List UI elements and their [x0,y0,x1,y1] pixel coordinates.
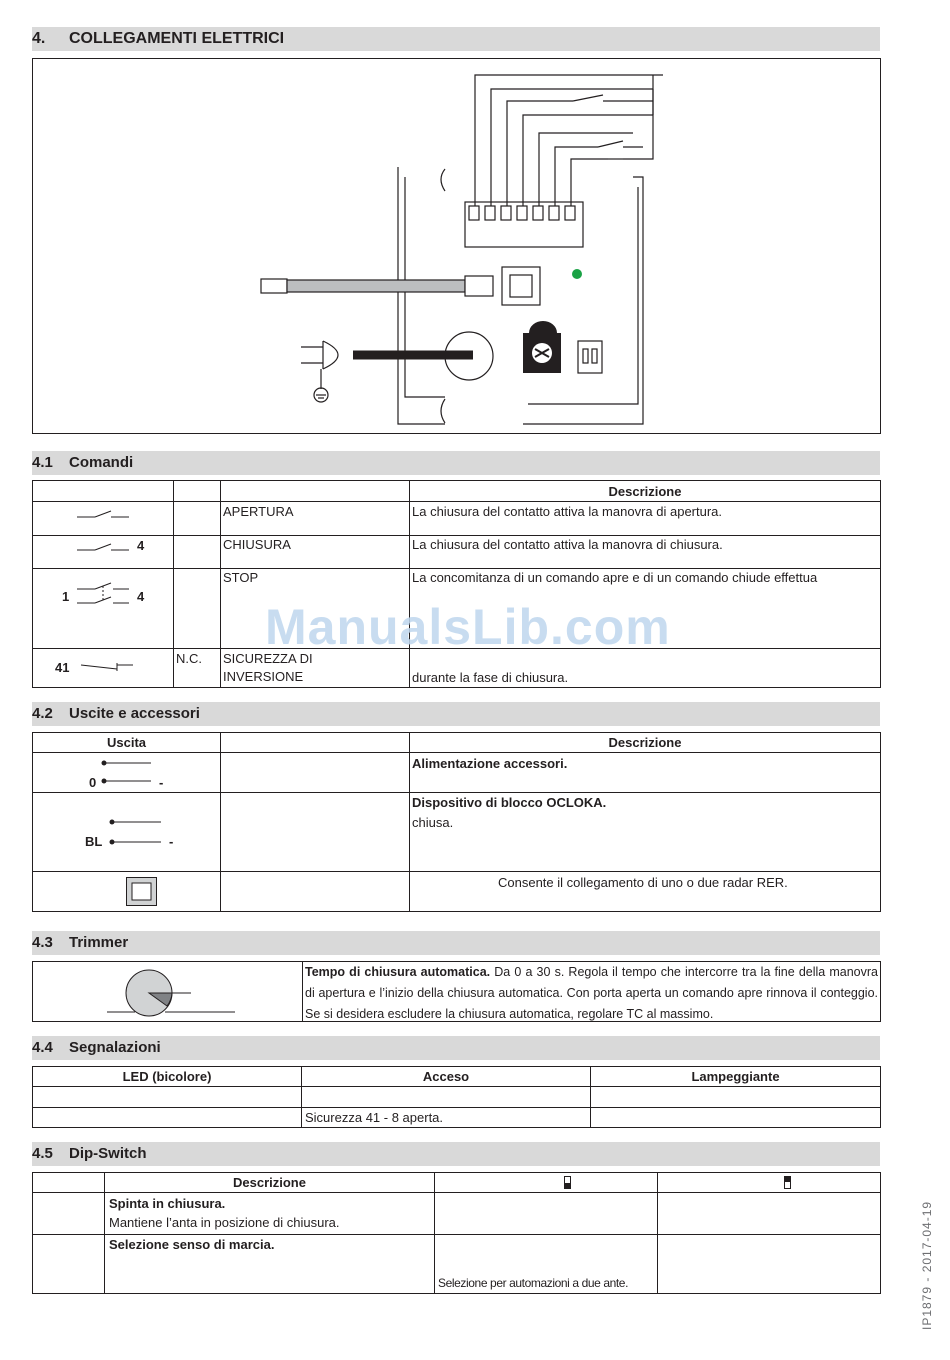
uscite-descr-ocloka-text: chiusa. [412,815,454,830]
uscite-terminal-0: 0 [89,775,97,790]
dipswitch-row1-text: Mantiene l’anta in posizione di chiusura. [109,1215,340,1230]
dipswitch-header [32,1142,880,1166]
comandi-descr-chiusura: La chiusura del contatto attiva la manovra di chiusura. [412,537,723,552]
uscite-uscita-header: Uscita [106,735,147,750]
dip-on-icon [784,1176,792,1190]
output-terminal-symbol [101,758,161,788]
comandi-name-chiusura: CHIUSURA [223,537,291,552]
comandi-name-stop: STOP [223,570,259,585]
uscite-title: Uscite e accessori [69,705,200,722]
comandi-terminal-4: 4 [137,538,145,553]
uscite-number: 4.2 [32,705,53,722]
uscite-descr-radar: Consente il collegamento di uno o due radar RER. [498,875,788,890]
dip-off-icon [564,1176,572,1190]
comandi-name-sicurezza-1: SICUREZZA DI [223,651,313,666]
trimmer-text: Da 0 a 30 s. Regola il tempo che intercorre tra la fine della manovra di apertura e l’inizio della chiusura automatica. Con porta aperta un comando apre rinnova il conteggio. Se si desidera escludere la chiusura automatica, regolare TC al massimo. [305,965,878,1021]
uscite-terminal-bl: BL [85,834,103,849]
segnalazioni-title: Segnalazioni [69,1039,161,1056]
stop-contacts-symbol [77,581,137,611]
comandi-type-nc: N.C. [176,651,202,666]
comandi-descr-stop: La concomitanza di un comando apre e di un comando chiude effettua [412,570,818,585]
rj-connector-icon [126,877,158,907]
uscite-descr-header: Descrizione [608,735,682,750]
section-title: COLLEGAMENTI ELETTRICI [69,30,285,47]
output-terminal-symbol [109,817,169,847]
wiring-diagram [33,59,882,435]
comandi-terminal-1: 1 [62,589,70,604]
segnalazioni-led-header: LED (bicolore) [122,1069,212,1084]
comandi-title: Comandi [69,454,134,471]
trimmer-label: Tempo di chiusura automatica. [305,965,491,979]
trimmer-icon [107,968,247,1018]
comandi-descr-apertura: La chiusura del contatto attiva la manovra di apertura. [412,504,723,519]
uscite-minus-0: - [159,775,164,790]
comandi-descr-sicurezza: durante la fase di chiusura. [412,670,569,685]
watermark: ManualsLib.com [265,599,671,655]
uscite-header [32,702,880,726]
comandi-name-sicurezza-2: INVERSIONE [223,669,304,684]
dipswitch-table [32,1172,881,1294]
trimmer-title: Trimmer [69,934,129,951]
comandi-descr-header: Descrizione [608,484,682,499]
uscite-descr-ocloka: Dispositivo di blocco OCLOKA. [412,795,607,810]
dipswitch-descr-header: Descrizione [233,1175,306,1190]
comandi-header [32,451,880,475]
segnalazioni-acceso-row2: Sicurezza 41 - 8 aperta. [305,1110,444,1125]
contact-nc-symbol [81,659,141,673]
section-header [32,27,880,51]
comandi-number: 4.1 [32,454,53,471]
segnalazioni-table [32,1066,881,1128]
uscite-descr-alimentazione: Alimentazione accessori. [412,756,568,771]
segnalazioni-number: 4.4 [32,1039,53,1056]
wiring-diagram-frame [32,58,881,434]
segnalazioni-lampeggiante-header: Lampeggiante [691,1069,780,1084]
uscite-minus-bl: - [169,834,174,849]
comandi-terminal-4b: 4 [137,589,145,604]
dipswitch-number: 4.5 [32,1145,53,1162]
comandi-name-apertura: APERTURA [223,504,294,519]
uscite-table [32,732,881,912]
comandi-terminal-41: 41 [55,660,70,675]
trimmer-description [305,962,878,1025]
dipswitch-row1-title: Spinta in chiusura. [109,1196,226,1211]
comandi-table [32,480,881,688]
dipswitch-row2-title: Selezione senso di marcia. [109,1237,275,1252]
segnalazioni-header [32,1036,880,1060]
dipswitch-row2-off: Selezione per automazioni a due ante. [438,1276,629,1290]
document-code: IP1879 - 2017-04-19 [920,1200,934,1330]
segnalazioni-acceso-header: Acceso [422,1069,470,1084]
trimmer-number: 4.3 [32,934,53,951]
contact-no-symbol [77,542,137,554]
dipswitch-title: Dip-Switch [69,1145,147,1162]
contact-no-symbol [77,509,137,521]
trimmer-header [32,931,880,955]
section-number: 4. [32,30,46,47]
